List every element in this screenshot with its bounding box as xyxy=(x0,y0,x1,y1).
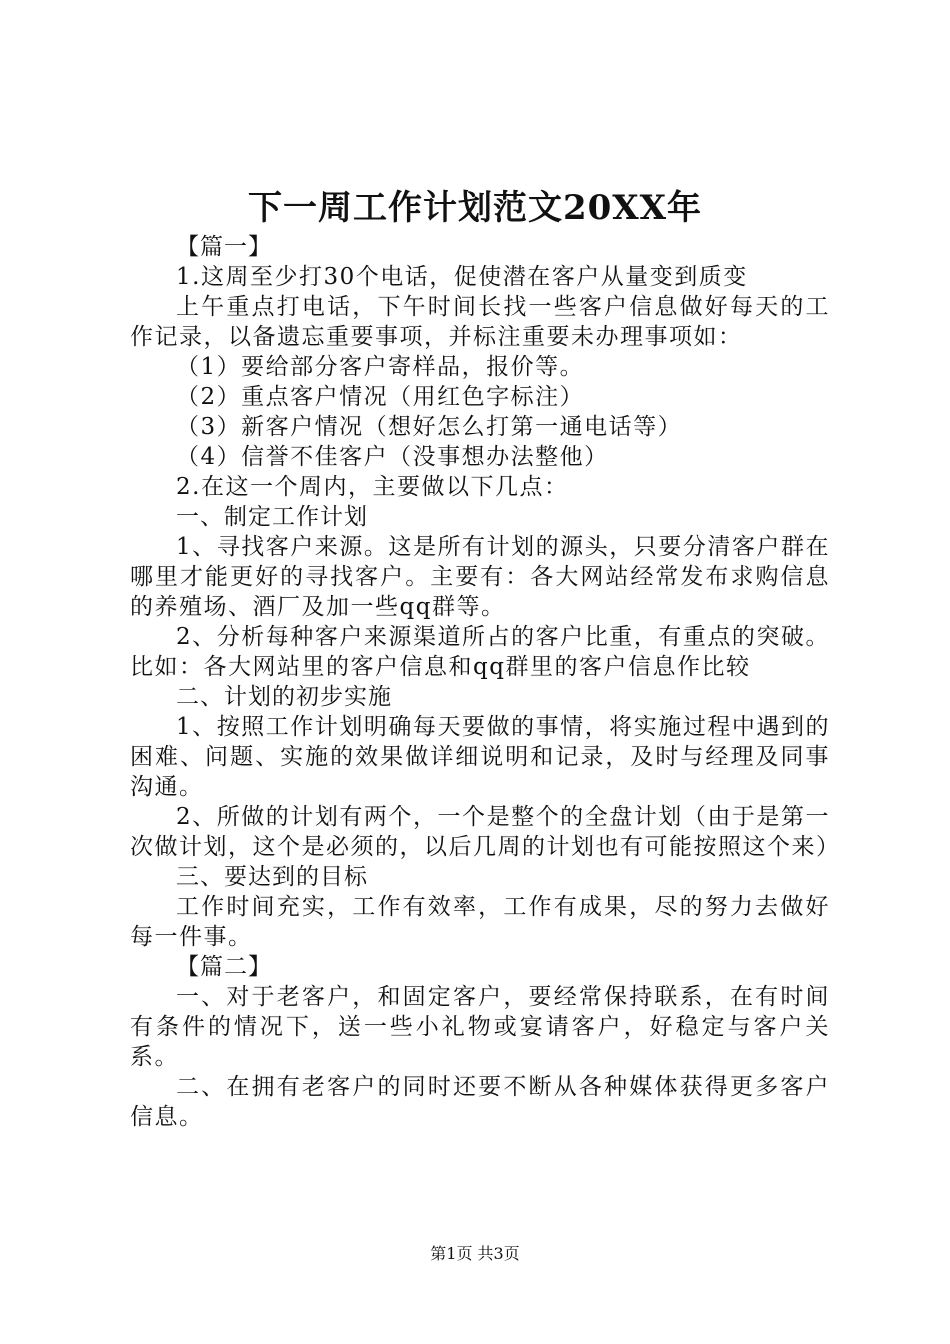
document-body xyxy=(130,232,841,1132)
paragraph: 1、寻找客户来源。这是所有计划的源头，只要分清客户群在哪里才能更好的寻找客户。主要有：各大网站经常发布求购信息的养殖场、酒厂及加一些qq群等。 xyxy=(130,534,830,620)
subsection-heading: 三、要达到的目标 xyxy=(176,864,368,890)
paragraph: 2、所做的计划有两个，一个是整个的全盘计划（由于是第一次做计划，这个是必须的，以后几周的计划也有可能按照这个来） xyxy=(130,804,841,860)
subsection-heading: 二、计划的初步实施 xyxy=(176,684,392,710)
paragraph: 一、对于老客户，和固定客户，要经常保持联系，在有时间有条件的情况下，送一些小礼物或宴请客户，好稳定与客户关系。 xyxy=(130,984,830,1070)
paragraph: 上午重点打电话，下午时间长找一些客户信息做好每天的工作记录，以备遗忘重要事项，并标注重要未办理事项如： xyxy=(130,294,830,350)
list-item: （4）信誉不佳客户（没事想办法整他） xyxy=(176,444,609,470)
paragraph: 2.在这一个周内，主要做以下几点： xyxy=(176,474,569,500)
section-heading: 【篇二】 xyxy=(176,954,272,980)
list-item: （2）重点客户情况（用红色字标注） xyxy=(176,384,585,410)
subsection-heading: 一、制定工作计划 xyxy=(176,504,368,530)
page-footer: 第1页 共3页 xyxy=(430,1244,520,1263)
paragraph: 二、在拥有老客户的同时还要不断从各种媒体获得更多客户信息。 xyxy=(130,1074,830,1130)
document-title: 下一周工作计划范文20XX年 xyxy=(247,188,703,228)
list-item: （1）要给部分客户寄样品，报价等。 xyxy=(176,354,585,380)
list-item: （3）新客户情况（想好怎么打第一通电话等） xyxy=(176,414,683,440)
paragraph: 工作时间充实，工作有效率，工作有成果，尽的努力去做好每一件事。 xyxy=(130,894,830,950)
paragraph: 2、分析每种客户来源渠道所占的客户比重，有重点的突破。比如：各大网站里的客户信息和qq群里的客户信息作比较 xyxy=(130,624,830,680)
paragraph: 1、按照工作计划明确每天要做的事情，将实施过程中遇到的困难、问题、实施的效果做详细说明和记录，及时与经理及同事沟通。 xyxy=(130,714,830,800)
section-heading: 【篇一】 xyxy=(176,234,272,260)
paragraph: 1.这周至少打30个电话，促使潜在客户从量变到质变 xyxy=(176,264,748,290)
